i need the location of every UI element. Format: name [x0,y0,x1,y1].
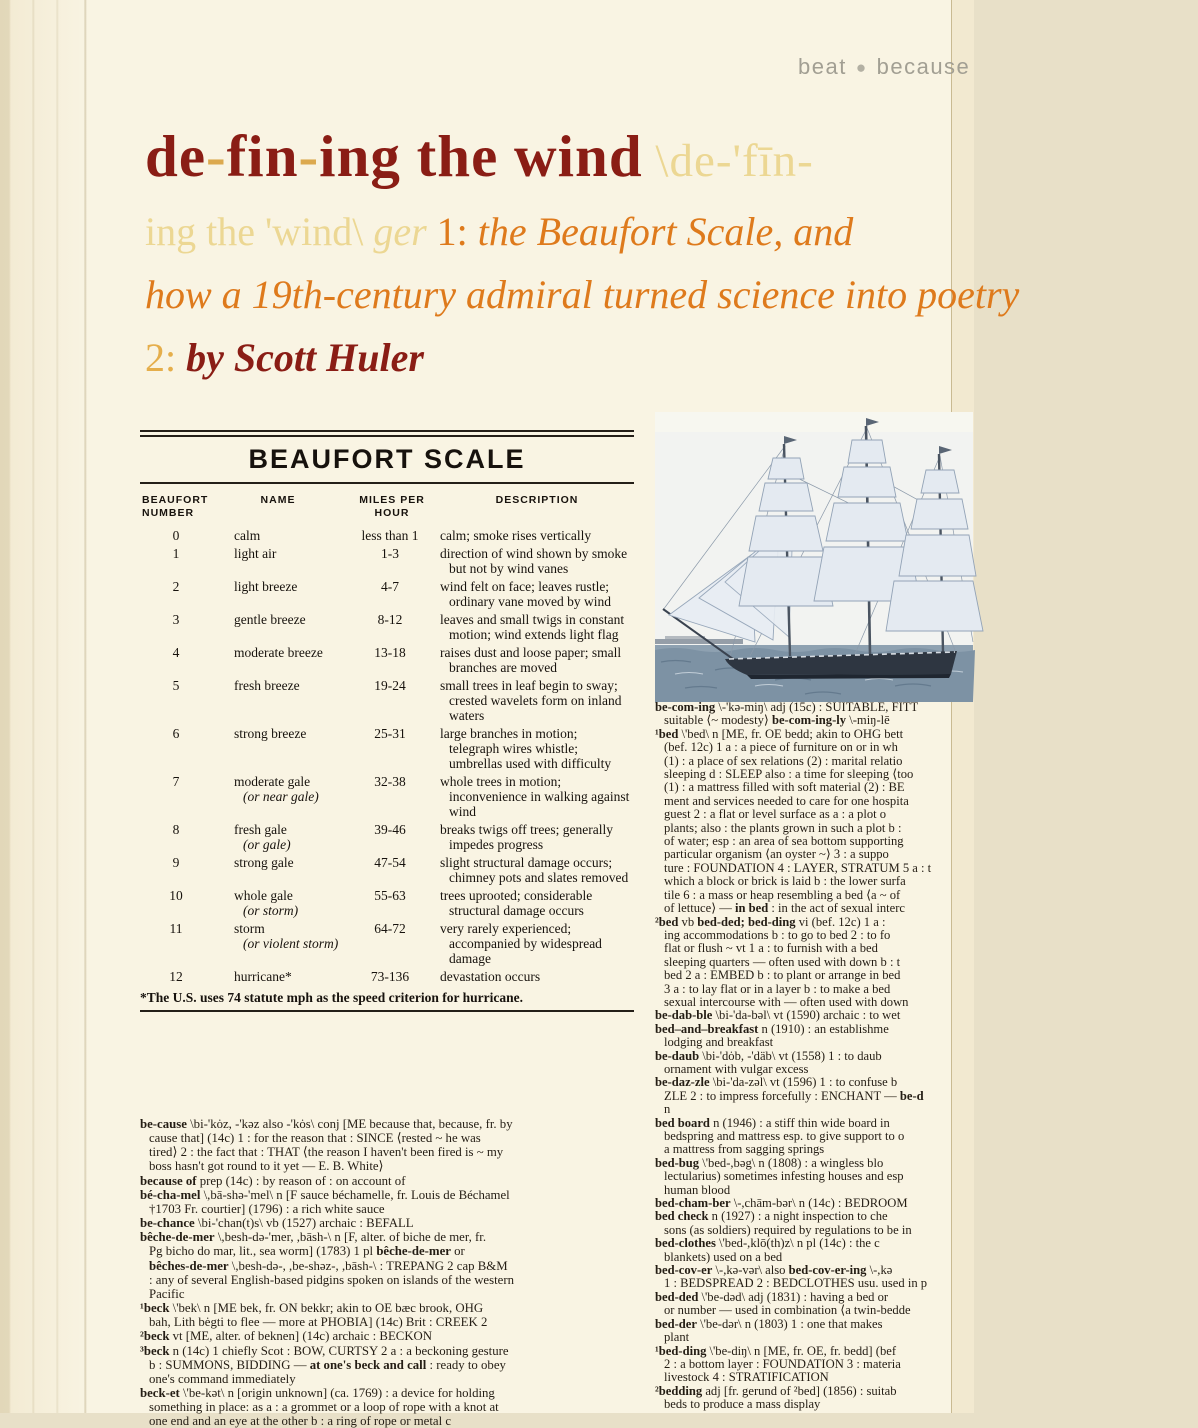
cell-description: wind felt on face; leaves rustle; ordinary vane moved by wind [440,579,611,609]
sailing-ship-illustration [655,412,973,702]
dict-line: bé-cha-mel \,bā-shə-'mel\ n [F sauce béchamelle, fr. Louis de Béchamel [140,1187,510,1202]
dict-line: (1) : a place of sex relations (2) : marital relatio [664,753,903,768]
cell-name: whole gale (or storm) [234,888,299,918]
dictionary-column-right [655,701,955,1413]
headword: bêche-de-mer [376,1244,451,1259]
dict-line: Pg bicho do mar, lit., sea worm] (1783) 1 pl bêche-de-mer or [149,1244,465,1259]
dict-line: bed-ded \'be-dəd\ adj (1831) : having a bed or [655,1289,889,1304]
dict-line: bed-bug \'bed-,bəg\ n (1808) : a wingless blo [655,1155,884,1170]
cell-beaufort-number: 10 [169,888,183,903]
cell-beaufort-number: 3 [172,612,180,627]
table-column-header: NAME [260,494,296,506]
dict-line: bed check n (1927) : a night inspection to che [655,1209,888,1224]
headword: be-com-ing [655,700,716,714]
headword: bêche-de-mer [140,1230,215,1245]
title-line: ing the 'wind\ ger 1: the Beaufort Scale, and [145,209,854,254]
beaufort-table [140,430,634,1012]
headword: ¹beck [140,1301,170,1316]
headword: be-cause [140,1117,187,1131]
headword: be-daz-zle [655,1075,710,1090]
cell-description: very rarely experienced; accompanied by widespread damage [440,921,602,966]
table-row [140,528,634,543]
table-row [140,645,634,675]
cell-description: large branches in motion; telegraph wires whistle; umbrellas used with difficulty [440,726,612,771]
dict-line: blankets) used on a bed [664,1249,783,1264]
cell-description: calm; smoke rises vertically [440,528,592,543]
table-row [140,579,634,609]
dict-line: 3 a : to lay flat or in a layer b : to make a bed [664,981,891,996]
cell-name: fresh gale (or gale) [234,822,291,852]
table-row [140,822,634,852]
cell-beaufort-number: 9 [172,855,180,870]
headword: ¹bed [655,726,679,741]
headword: ²beck [140,1329,170,1344]
table-row [140,855,634,885]
headword: bed-bug [655,1155,700,1170]
guide-word-right: because [876,54,971,79]
dict-line: ³beck n (14c) 1 chiefly Scot : BOW, CURTSY 2 a : a beckoning gesture [140,1343,509,1358]
title-line: how a 19th-century admiral turned science into poetry [145,272,1020,317]
cell-beaufort-number: 2 [172,579,180,594]
cell-mph: 64-72 [374,921,406,936]
dict-line: bêche-de-mer \,besh-də-'mer, ,bāsh-\ n [F, alter. of biche de mer, fr. [140,1230,487,1245]
headword: beck-et [140,1385,180,1400]
headword: be-com-ing-ly [771,713,847,728]
cell-beaufort-number: 1 [172,546,180,561]
headword: bed-ded [655,1289,699,1304]
dict-line: lodging and breakfast [664,1035,774,1050]
headword: bed-cham-ber [655,1196,731,1211]
dictionary-column-left [140,1117,640,1428]
dict-line: guest 2 : a flat or level surface as a : a plot o [664,807,887,822]
dict-line: ornament with vulgar excess [664,1061,809,1076]
cell-mph: 55-63 [374,888,406,903]
dict-line: be-dab-ble \bi-'da-bəl\ vt (1590) archaic : to wet [655,1008,901,1023]
headword: ²bed [655,914,679,929]
dict-line: something in place: as a : a grommet or a loop of rope with a knot at [149,1400,499,1415]
distant-shoreline [655,639,743,644]
dict-line: be-daub \bi-'dȯb, -'däb\ vt (1558) 1 : to daub [655,1048,882,1063]
dict-line: ¹bed \'bed\ n [ME, fr. OE bedd; akin to OHG bett [655,726,904,741]
table-row [140,678,634,723]
dict-line: be-chance \bi-'chan(t)s\ vb (1527) archaic : BEFALL [140,1216,414,1231]
table-column-header: BEAUFORT NUMBER [142,494,209,519]
dict-line: boss hasn't got round to it yet — E. B. White⟩ [149,1159,384,1174]
cell-beaufort-number: 8 [172,822,180,837]
table-row [140,546,634,576]
dict-line: be-cause \bi-'kȯz, -'kəz also -'kȯs\ conj [ME because that, because, fr. by [140,1117,513,1131]
title-line: 2: by Scott Huler [145,335,424,380]
title-line: de-fin-ing the wind \de-'fīn- [145,123,814,189]
dict-line: bed-cham-ber \-,chām-bər\ n (14c) : BEDROOM [655,1196,908,1211]
dict-line: sleeping d : SLEEP also : a time for sleeping ⟨too [664,767,914,782]
headword: bed-clothes [655,1236,716,1251]
guide-word-left: beat [798,54,847,79]
dict-line: 1 : BEDSPREAD 2 : BEDCLOTHES usu. used in p [664,1276,928,1291]
dict-line: one's command immediately [149,1371,296,1386]
dict-line: ²bed vb bed-ded; bed-ding vi (bef. 12c) 1 a : [655,914,886,929]
dict-line: plants; also : the plants grown in such a plot b : [664,820,902,835]
cell-description: raises dust and loose paper; small branches are moved [440,645,622,675]
dict-line: ZLE 2 : to impress forcefully : ENCHANT — be-d [664,1088,924,1103]
table-rows [140,528,634,984]
cell-beaufort-number: 6 [172,726,180,741]
dict-line: n [664,1102,671,1117]
headword: be-daub [655,1048,700,1063]
dict-line: bedspring and mattress esp. to give support to o [664,1129,905,1143]
headword: bed–and–breakfast [655,1021,759,1036]
cell-description: leaves and small twigs in constant motion; wind extends light flag [440,612,625,642]
cell-beaufort-number: 0 [172,528,180,543]
dict-line: suitable ⟨~ modesty⟩ be-com-ing-ly \-miŋ-lē [664,713,890,728]
cell-description: slight structural damage occurs; chimney pots and slates removed [440,855,629,885]
cell-mph: 32-38 [374,774,406,789]
dict-line: bed 2 a : EMBED b : to plant or arrange in bed [664,968,901,983]
dict-line: plant [664,1330,690,1345]
table-row [140,888,634,918]
dict-line: because of prep (14c) : by reason of : on account of [140,1173,406,1188]
headword: bed-cov-er [655,1263,713,1278]
cell-mph: 13-18 [374,645,406,660]
dict-line: human blood [664,1182,731,1197]
cell-mph: 1-3 [381,546,399,561]
cell-name: gentle breeze [234,612,306,627]
dict-line: ¹beck \'bek\ n [ME bek, fr. ON bekkr; akin to OE bæc brook, OHG [140,1301,484,1316]
dict-line: (1) : a mattress filled with soft material (2) : BE [664,780,905,795]
cell-mph: less than 1 [361,528,419,543]
cell-description: breaks twigs off trees; generally impedes progress [440,822,613,852]
dict-line: ment and services needed to care for one hospita [664,793,909,808]
dict-line: ture : FOUNDATION 4 : LAYER, STRATUM 5 a : t [664,860,932,875]
dict-line: be-com-ing \-'kə-miŋ\ adj (15c) : SUITABLE, FITT [655,700,919,714]
cell-mph: 8-12 [377,612,403,627]
headword: be-d [899,1088,924,1103]
dict-line: or number — used in combination ⟨a twin-bedde [664,1303,911,1318]
cell-name: fresh breeze [234,678,300,693]
headword: ²bedding [655,1383,703,1398]
headword: be-dab-ble [655,1008,713,1023]
cell-description: direction of wind shown by smoke but not by wind vanes [440,546,628,576]
cell-description: whole trees in motion; inconvenience in walking against wind [440,774,630,819]
dict-line: of lettuce⟩ — in bed : in the act of sexual interc [664,901,905,916]
headword: ³beck [140,1343,170,1358]
cell-mph: 4-7 [381,579,399,594]
cell-description: small trees in leaf begin to sway; crested wavelets form on inland waters [440,678,622,723]
dict-line: a mattress from sagging springs [664,1142,825,1157]
dict-line: flat or flush ~ vt 1 a : to furnish with a bed [664,941,878,956]
dict-line: 2 : a bottom layer : FOUNDATION 3 : materia [664,1356,901,1371]
dict-line: b : SUMMONS, BIDDING — at one's beck and call : ready to obey [149,1357,506,1372]
table-row [140,726,634,771]
dict-line: Pacific [149,1286,185,1301]
dict-line: (bef. 12c) 1 a : a piece of furniture on or in wh [664,740,898,755]
headword: ¹bed-ding [655,1343,707,1358]
dict-line: sons (as soldiers) required by regulations to be in [664,1222,912,1237]
headword: bé-cha-mel [140,1187,201,1202]
cell-description: trees uprooted; considerable structural damage occurs [440,888,593,918]
dict-line: ing accommodations b : to go to bed 2 : to fo [664,927,891,942]
headword: in bed [735,901,769,916]
table-footnote: *The U.S. uses 74 statute mph as the speed criterion for hurricane. [140,990,523,1005]
dict-line: bed-der \'be-dər\ n (1803) 1 : one that makes [655,1316,883,1331]
dict-line: which a block or brick is laid b : the lower surfa [664,874,906,889]
cell-mph: 47-54 [374,855,406,870]
headword: be-chance [140,1216,195,1231]
dict-line: lectularius) sometimes infesting houses and esp [664,1169,904,1184]
dict-line: ²beck vt [ME, alter. of beknen] (14c) archaic : BECKON [140,1329,433,1344]
guide-words [798,54,1198,80]
dict-line: bah, Lith bėgti to flee — more at PHOBIA] (14c) Brit : CREEK 2 [149,1315,488,1330]
dict-line: livestock 4 : STRATIFICATION [664,1370,829,1385]
dict-line: †1703 Fr. courtier] (1796) : a rich white sauce [149,1201,385,1216]
headword: bed-der [655,1316,697,1331]
dict-line: bed board n (1946) : a stiff thin wide board in [655,1115,890,1130]
headword: bed-cov-er-ing [788,1263,867,1278]
cell-mph: 73-136 [370,969,410,984]
dict-line: beck-et \'be-kət\ n [origin unknown] (ca. 1769) : a device for holding [140,1385,495,1400]
dict-line: one end and an eye at the other b : a ring of rope or metal c [149,1414,452,1428]
dict-line: bêches-de-mer \,besh-də-, ,be-shəz-, ,bāsh-\ : TREPANG 2 cap B&M [149,1258,508,1273]
dict-line: ²bedding adj [fr. gerund of ²bed] (1856) : suitab [655,1383,897,1398]
dict-line: of water; esp : an area of sea bottom supporting [664,834,904,849]
cell-name: storm (or violent storm) [234,921,339,951]
cell-name: hurricane* [234,969,292,984]
dict-line: tile 6 : a mass or heap resembling a bed ⟨a ~ of [664,887,901,902]
cell-beaufort-number: 12 [169,969,183,984]
dict-line: beds to produce a mass display [664,1397,821,1412]
table-bottom-rule [140,1010,634,1012]
cell-name: moderate gale (or near gale) [234,774,319,804]
dict-line: : any of several English-based pidgins spoken on islands of the western [149,1272,514,1287]
table-column-header: DESCRIPTION [495,494,579,506]
dict-line: bed-cov-er \-,kə-vər\ also bed-cov-er-ing \-,kə [655,1263,893,1278]
dict-line: bed–and–breakfast n (1910) : an establishme [655,1021,889,1036]
dict-line: ¹bed-ding \'be-diŋ\ n [ME, fr. OE, fr. bedd] (bef [655,1343,897,1358]
cell-beaufort-number: 4 [172,645,180,660]
cell-beaufort-number: 5 [172,678,180,693]
dict-line: particular organism ⟨an oyster ~⟩ 3 : a suppo [664,847,889,862]
table-row [140,969,634,984]
headword: bêches-de-mer [149,1258,229,1273]
dict-line: cause that] (14c) 1 : for the reason that : SINCE ⟨rested ~ he was [149,1131,481,1146]
headword: because of [140,1173,197,1188]
dict-line: sexual intercourse with — often used with down [664,994,909,1009]
table-title: BEAUFORT SCALE [248,444,526,474]
cell-name: moderate breeze [234,645,323,660]
headword: bed board [655,1115,710,1130]
table-top-rule [140,430,634,437]
cell-mph: 19-24 [374,678,406,693]
cell-name: strong gale [234,855,294,870]
headword: bed check [655,1209,709,1224]
cell-beaufort-number: 11 [169,921,183,936]
cell-name: light air [234,546,277,561]
dict-line: tired⟩ 2 : the fact that : THAT ⟨the reason I haven't been fired is ~ my [149,1145,504,1160]
cell-description: devastation occurs [440,969,541,984]
dot-icon: ● [855,58,868,77]
cell-name: light breeze [234,579,298,594]
table-row [140,774,634,819]
headword: bed-ded; bed-ding [697,914,796,929]
cell-mph: 25-31 [374,726,406,741]
table-column-headers [140,494,634,520]
cell-name: calm [234,528,261,543]
book-gutter-pages [0,0,92,1413]
dict-line: bed-clothes \'bed-,klō(th)z\ n pl (14c) : the c [655,1236,880,1251]
table-title-rule [140,482,634,484]
table-row [140,921,634,966]
table-column-header: MILES PER HOUR [359,494,425,519]
dict-line: be-daz-zle \bi-'da-zəl\ vt (1596) 1 : to confuse b [655,1075,898,1090]
cell-mph: 39-46 [374,822,406,837]
table-row [140,612,634,642]
headword: at one's beck and call [309,1357,427,1372]
cell-beaufort-number: 7 [172,774,180,789]
cell-name: strong breeze [234,726,307,741]
dict-line: sleeping quarters — often used with down b : t [664,954,901,969]
